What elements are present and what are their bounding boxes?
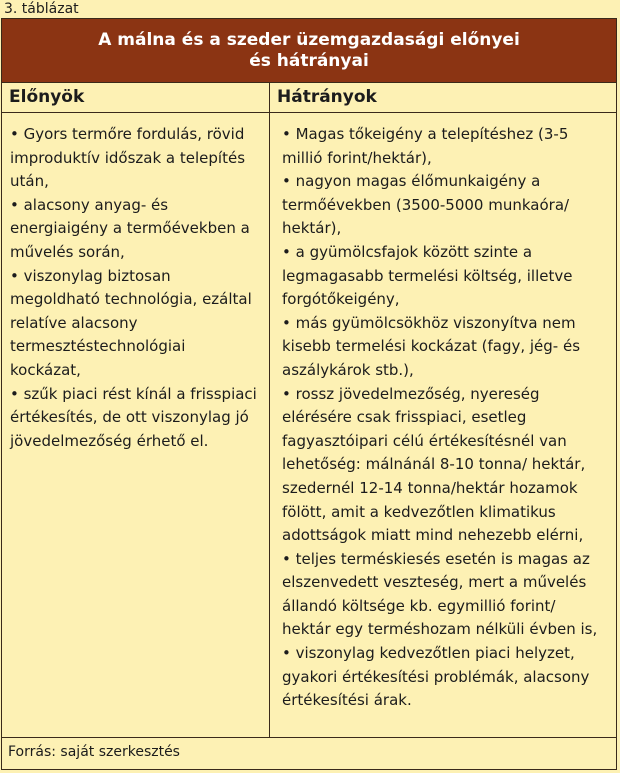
disadvantage-item: • rossz jövedelmezőség, nyereség elérésére csak frisspiaci, esetleg fagyasztóipari célú értékesítésnél van lehetőség: málnánál 8-10 tonna/ hektár, szedernél 12-14 tonna/hektár hozamok fölött, amit a kedvezőtlen klimatikus adottságok miatt mind nehezebb elérni, bbox=[282, 384, 586, 545]
table-caption: 3. táblázat bbox=[4, 1, 79, 17]
advantage-item: • viszonylag biztosan megoldható technológia, ezáltal relatíve alacsony termesztéstechnológiai kockázat, bbox=[10, 266, 252, 379]
advantage-item: • szűk piaci rést kínál a frisspiaci értékesítés, de ott viszonylag jó jövedelmezőség érhető el. bbox=[10, 384, 257, 450]
table-title-line-2: és hátrányai bbox=[249, 50, 369, 71]
disadvantage-item: • Magas tőkeigény a telepítéshez (3-5 millió forint/hektár), bbox=[282, 125, 569, 167]
disadvantages-header: Hátrányok bbox=[277, 87, 377, 107]
disadvantages-cell bbox=[270, 113, 616, 737]
source-note: Forrás: saját szerkesztés bbox=[8, 744, 180, 760]
advantages-header: Előnyök bbox=[2, 83, 270, 112]
advantage-item: • Gyors termőre fordulás, rövid improduktív időszak a telepítés után, bbox=[10, 125, 246, 191]
disadvantage-item: • teljes terméskiesés esetén is magas az elszenvedett veszteség, mert a művelés állandó költsége kb. egymillió forint/ hektár egy terméshozam nélküli évben is, bbox=[282, 549, 598, 639]
table-body-row bbox=[2, 113, 616, 738]
column-header-row bbox=[2, 83, 616, 113]
disadvantage-item: • viszonylag kedvezőtlen piaci helyzet, gyakori értékesítési problémák, alacsony értékesítési árak. bbox=[282, 644, 590, 710]
advantages-cell bbox=[2, 113, 270, 737]
disadvantage-item: • a gyümölcsfajok között szinte a legmagasabb termelési költség, illetve forgótőkeigény, bbox=[282, 242, 573, 309]
comparison-table bbox=[1, 18, 617, 770]
disadvantage-item: • nagyon magas élőmunkaigény a termőévekben (3500-5000 munkaóra/ hektár), bbox=[282, 172, 570, 238]
table-title-line-1: A málna és a szeder üzemgazdasági előnyei bbox=[98, 29, 520, 50]
advantage-item: • alacsony anyag- és energiaigény a termőévekben a művelés során, bbox=[10, 195, 250, 261]
table-title bbox=[2, 19, 616, 83]
disadvantage-item: • más gyümölcsökhöz viszonyítva nem kisebb termelési kockázat (fagy, jég- és aszálykárok stb.), bbox=[282, 313, 581, 379]
